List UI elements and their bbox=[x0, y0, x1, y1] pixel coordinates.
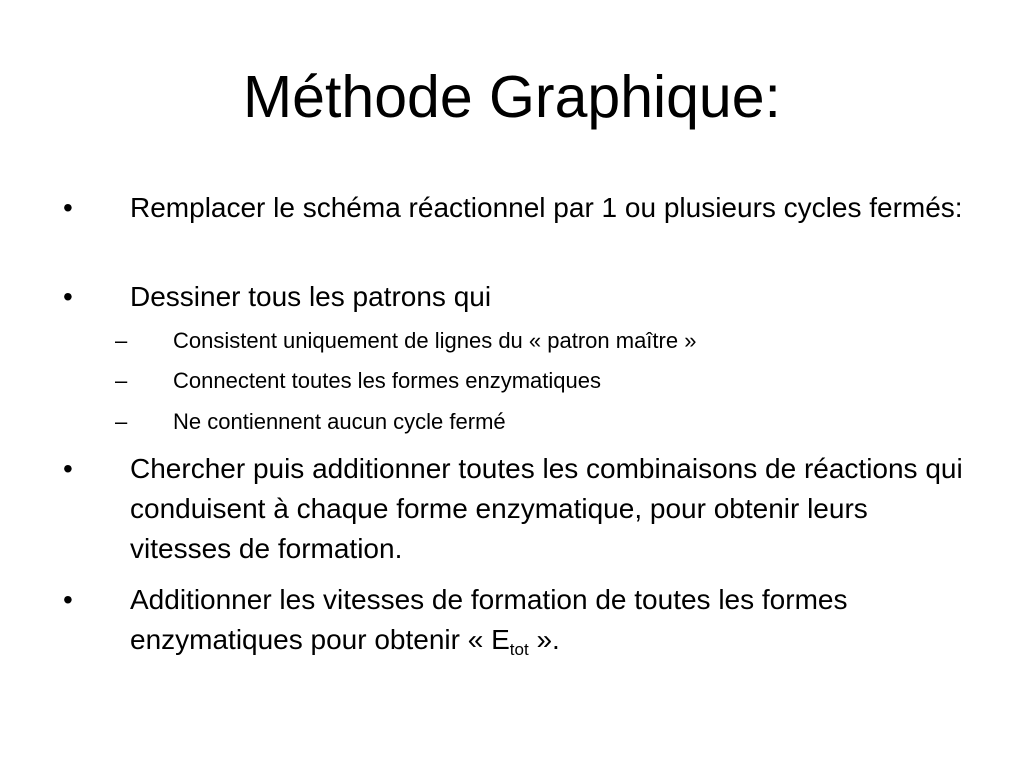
bullet-marker: • bbox=[63, 584, 73, 615]
slide-title: Méthode Graphique: bbox=[243, 64, 781, 130]
bullet-marker: • bbox=[63, 192, 73, 223]
bullet-text-start: Additionner les vitesses de formation de toutes les formes enzymatiques pour obtenir « E bbox=[130, 584, 848, 655]
bullet-text: Chercher puis additionner toutes les combinaisons de réactions qui conduisent à chaque forme enzymatique, pour obtenir leurs vitesses de formation. bbox=[130, 453, 963, 564]
bullet-text bbox=[130, 580, 970, 660]
sub-bullet-marker: – bbox=[115, 368, 128, 393]
bullet-text: Remplacer le schéma réactionnel par 1 ou plusieurs cycles fermés: bbox=[130, 192, 963, 223]
bullet-marker: • bbox=[63, 281, 73, 312]
bullet-marker: • bbox=[63, 453, 73, 484]
subscript-tot: tot bbox=[509, 640, 529, 659]
sub-bullet-text: Connectent toutes les formes enzymatiques bbox=[173, 368, 602, 393]
sub-bullet-text: Consistent uniquement de lignes du « patron maître » bbox=[173, 328, 697, 353]
bullet-text-end: ». bbox=[528, 624, 560, 655]
sub-bullet-text: Ne contiennent aucun cycle fermé bbox=[173, 409, 506, 434]
bullet-text: Dessiner tous les patrons qui bbox=[130, 281, 492, 312]
sub-bullet-marker: – bbox=[115, 409, 128, 434]
sub-bullet-marker: – bbox=[115, 328, 128, 353]
